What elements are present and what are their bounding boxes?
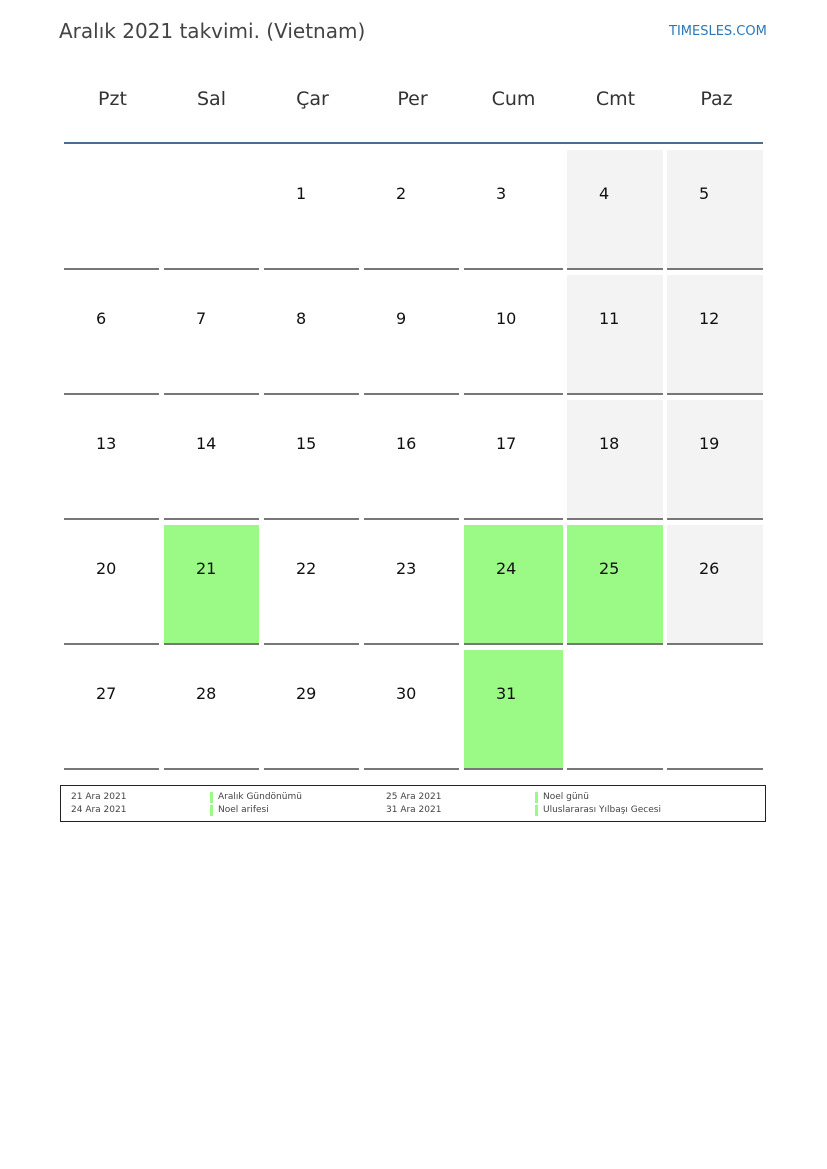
day-number: 7	[196, 309, 207, 328]
cell-bottom-rule	[264, 393, 359, 395]
day-number: 10	[496, 309, 517, 328]
day-cell[interactable]	[567, 275, 663, 395]
weekday-header: Sal	[197, 88, 226, 110]
day-cell[interactable]	[464, 150, 563, 270]
day-cell[interactable]	[264, 525, 359, 645]
day-cell[interactable]	[667, 400, 763, 520]
empty-day-cell	[64, 150, 159, 270]
day-cell[interactable]	[164, 400, 259, 520]
day-number: 20	[96, 559, 117, 578]
day-cell[interactable]	[64, 400, 159, 520]
brand-link[interactable]: TIMESLES.COM	[669, 24, 767, 39]
cell-bottom-rule	[264, 768, 359, 770]
cell-bottom-rule	[64, 768, 159, 770]
legend-date: 25 Ara 2021	[386, 792, 442, 802]
day-number: 16	[396, 434, 417, 453]
cell-bottom-rule	[364, 268, 459, 270]
day-number: 19	[699, 434, 720, 453]
day-number: 11	[599, 309, 620, 328]
cell-bottom-rule	[464, 768, 563, 770]
cell-bottom-rule	[264, 643, 359, 645]
day-cell[interactable]	[567, 400, 663, 520]
day-number: 28	[196, 684, 217, 703]
day-number: 9	[396, 309, 407, 328]
legend-color-marker	[535, 792, 538, 803]
cell-bottom-rule	[164, 643, 259, 645]
day-number: 31	[496, 684, 517, 703]
day-number: 13	[96, 434, 117, 453]
legend-holiday-name: Noel günü	[543, 792, 589, 802]
day-number: 22	[296, 559, 317, 578]
day-number: 30	[396, 684, 417, 703]
cell-bottom-rule	[364, 643, 459, 645]
empty-day-cell	[567, 650, 663, 770]
weekday-header: Per	[397, 88, 428, 110]
cell-bottom-rule	[667, 393, 763, 395]
day-cell[interactable]	[264, 400, 359, 520]
legend-holiday-name: Uluslararası Yılbaşı Gecesi	[543, 805, 661, 815]
cell-bottom-rule	[64, 518, 159, 520]
cell-bottom-rule	[164, 518, 259, 520]
day-cell[interactable]	[64, 275, 159, 395]
cell-bottom-rule	[567, 643, 663, 645]
legend-color-marker	[210, 792, 213, 803]
day-number: 3	[496, 184, 507, 203]
day-number: 25	[599, 559, 620, 578]
day-number: 8	[296, 309, 307, 328]
legend-color-marker	[210, 805, 213, 816]
page-title: Aralık 2021 takvimi. (Vietnam)	[59, 19, 366, 43]
day-cell[interactable]	[364, 275, 459, 395]
cell-bottom-rule	[667, 768, 763, 770]
day-cell[interactable]	[164, 525, 259, 645]
day-cell[interactable]	[264, 150, 359, 270]
cell-bottom-rule	[364, 768, 459, 770]
day-cell[interactable]	[667, 525, 763, 645]
cell-bottom-rule	[64, 393, 159, 395]
day-cell[interactable]	[667, 275, 763, 395]
cell-bottom-rule	[667, 268, 763, 270]
legend-holiday-name: Noel arifesi	[218, 805, 269, 815]
cell-bottom-rule	[64, 643, 159, 645]
day-number: 14	[196, 434, 217, 453]
holiday-legend	[60, 785, 766, 822]
day-number: 27	[96, 684, 117, 703]
day-cell[interactable]	[567, 525, 663, 645]
day-cell[interactable]	[464, 650, 563, 770]
day-number: 12	[699, 309, 720, 328]
legend-date: 21 Ara 2021	[71, 792, 127, 802]
day-number: 29	[296, 684, 317, 703]
day-cell[interactable]	[364, 525, 459, 645]
cell-bottom-rule	[264, 268, 359, 270]
cell-bottom-rule	[667, 643, 763, 645]
cell-bottom-rule	[264, 518, 359, 520]
empty-day-cell	[667, 650, 763, 770]
day-cell[interactable]	[164, 650, 259, 770]
day-number: 26	[699, 559, 720, 578]
day-cell[interactable]	[364, 150, 459, 270]
weekday-header: Cum	[491, 88, 536, 110]
cell-bottom-rule	[164, 768, 259, 770]
cell-bottom-rule	[567, 268, 663, 270]
weekday-header: Çar	[296, 88, 329, 110]
day-number: 5	[699, 184, 710, 203]
cell-bottom-rule	[567, 393, 663, 395]
day-cell[interactable]	[64, 650, 159, 770]
weekday-header-row	[61, 88, 767, 120]
header-divider	[64, 142, 763, 144]
legend-holiday-name: Aralık Gündönümü	[218, 792, 302, 802]
day-cell[interactable]	[464, 275, 563, 395]
day-number: 18	[599, 434, 620, 453]
cell-bottom-rule	[364, 518, 459, 520]
legend-date: 24 Ara 2021	[71, 805, 127, 815]
cell-bottom-rule	[164, 268, 259, 270]
day-cell[interactable]	[364, 400, 459, 520]
day-number: 15	[296, 434, 317, 453]
cell-bottom-rule	[164, 393, 259, 395]
weekday-header: Pzt	[98, 88, 127, 110]
cell-bottom-rule	[567, 768, 663, 770]
weekday-header: Cmt	[595, 88, 636, 110]
cell-bottom-rule	[464, 518, 563, 520]
cell-bottom-rule	[667, 518, 763, 520]
weekday-header: Paz	[700, 88, 733, 110]
day-cell[interactable]	[264, 650, 359, 770]
day-number: 21	[196, 559, 217, 578]
day-number: 17	[496, 434, 517, 453]
cell-bottom-rule	[464, 268, 563, 270]
day-cell[interactable]	[464, 525, 563, 645]
day-cell[interactable]	[364, 650, 459, 770]
legend-color-marker	[535, 805, 538, 816]
day-cell[interactable]	[567, 150, 663, 270]
day-cell[interactable]	[464, 400, 563, 520]
day-cell[interactable]	[667, 150, 763, 270]
cell-bottom-rule	[567, 518, 663, 520]
day-number: 24	[496, 559, 517, 578]
legend-date: 31 Ara 2021	[386, 805, 442, 815]
day-number: 1	[296, 184, 307, 203]
cell-bottom-rule	[364, 393, 459, 395]
empty-day-cell	[164, 150, 259, 270]
day-number: 23	[396, 559, 417, 578]
day-cell[interactable]	[164, 275, 259, 395]
cell-bottom-rule	[464, 393, 563, 395]
day-cell[interactable]	[64, 525, 159, 645]
cell-bottom-rule	[464, 643, 563, 645]
day-number: 4	[599, 184, 610, 203]
day-number: 6	[96, 309, 107, 328]
day-cell[interactable]	[264, 275, 359, 395]
day-number: 2	[396, 184, 407, 203]
cell-bottom-rule	[64, 268, 159, 270]
